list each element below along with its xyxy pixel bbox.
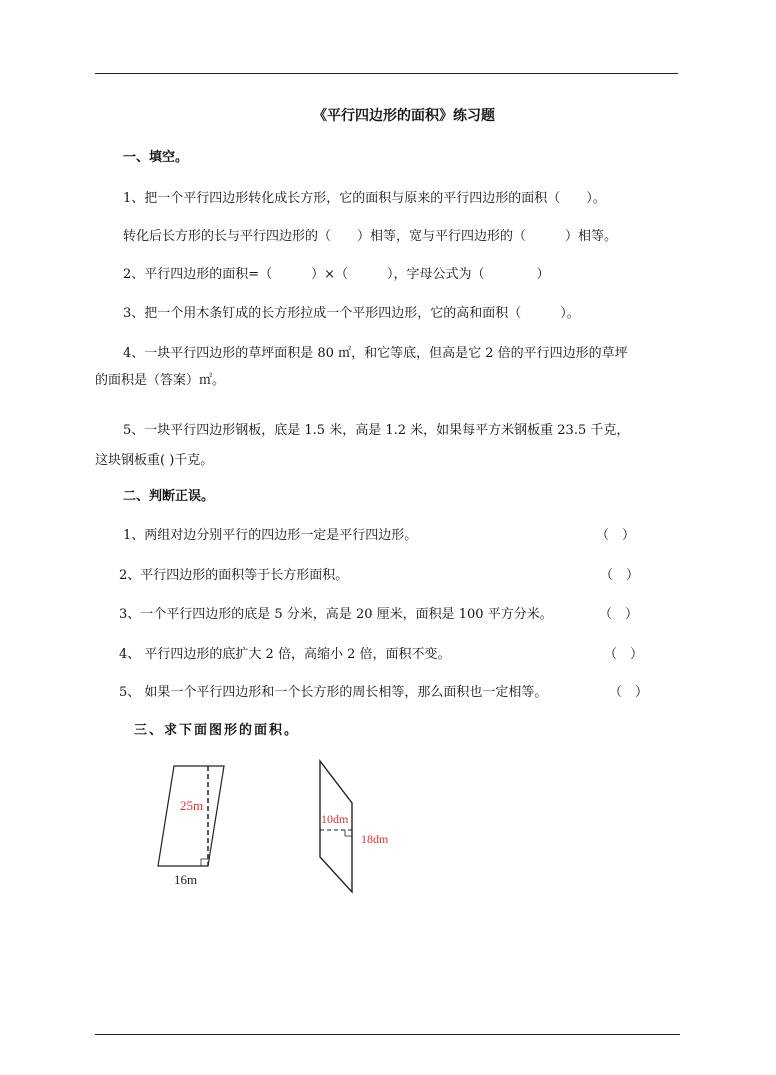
parallelogram-2-height-label: 10dm — [321, 812, 349, 826]
question-5-line-1: 5、一块平行四边形钢板，底是 1.5 米，高是 1.2 米，如果每平方米钢板重 23.5 千克， — [123, 423, 630, 438]
question-4-line-2: 的面积是（答案）㎡。 — [95, 373, 226, 388]
parallelogram-1-right-angle-mark — [201, 859, 208, 866]
judge-item-4-answer-box: （ ） — [604, 647, 644, 662]
question-4-line-1: 4、一块平行四边形的草坪面积是 80 ㎡，和它等底，但高是它 2 倍的平行四边形的草坪 — [123, 346, 628, 361]
judge-item-3: 3、一个平行四边形的底是 5 分米，高是 20 厘米，面积是 100 平方分米。 — [119, 607, 553, 622]
judge-item-4: 4、 平行四边形的底扩大 2 倍，高缩小 2 倍，面积不变。 — [119, 647, 451, 662]
question-2: 2、平行四边形的面积=（ ）×（ ），字母公式为（ ） — [123, 267, 550, 282]
parallelogram-figure-2 — [310, 755, 410, 900]
judge-item-5-answer-box: （ ） — [609, 685, 649, 700]
judge-item-1-answer-box: （ ） — [596, 528, 636, 543]
page-title: 《平行四边形的面积》练习题 — [313, 108, 495, 124]
bottom-rule — [95, 1034, 680, 1035]
judge-item-5: 5、 如果一个平行四边形和一个长方形的周长相等，那么面积也一定相等。 — [119, 685, 548, 700]
parallelogram-figure-1 — [150, 760, 240, 890]
question-1-line-2: 转化后长方形的长与平行四边形的（ ）相等，宽与平行四边形的（ ）相等。 — [123, 229, 618, 244]
parallelogram-1-height-label: 25m — [180, 798, 204, 813]
section1-heading: 一、填空。 — [123, 150, 189, 165]
judge-item-2: 2、平行四边形的面积等于长方形面积。 — [119, 568, 349, 583]
section3-heading: 三、求下面图形的面积。 — [134, 723, 300, 738]
question-3: 3、把一个用木条钉成的长方形拉成一个平形四边形，它的高和面积（ ）。 — [123, 306, 580, 321]
question-1-line-1: 1、把一个平行四边形转化成长方形，它的面积与原来的平行四边形的面积（ ）。 — [123, 191, 606, 206]
judge-item-1: 1、两组对边分别平行的四边形一定是平行四边形。 — [123, 528, 418, 543]
parallelogram-2-right-angle-mark — [345, 830, 352, 836]
top-rule — [95, 73, 678, 74]
section2-heading: 二、判断正误。 — [123, 489, 215, 504]
parallelogram-1-outline — [158, 766, 224, 866]
parallelogram-2-base-label: 18dm — [361, 832, 389, 846]
parallelogram-1-base-label: 16m — [174, 872, 198, 887]
judge-item-2-answer-box: （ ） — [600, 568, 640, 583]
question-5-line-2: 这块钢板重( )千克。 — [95, 453, 214, 468]
parallelogram-2-outline — [320, 761, 352, 892]
judge-item-3-answer-box: （ ） — [599, 607, 639, 622]
